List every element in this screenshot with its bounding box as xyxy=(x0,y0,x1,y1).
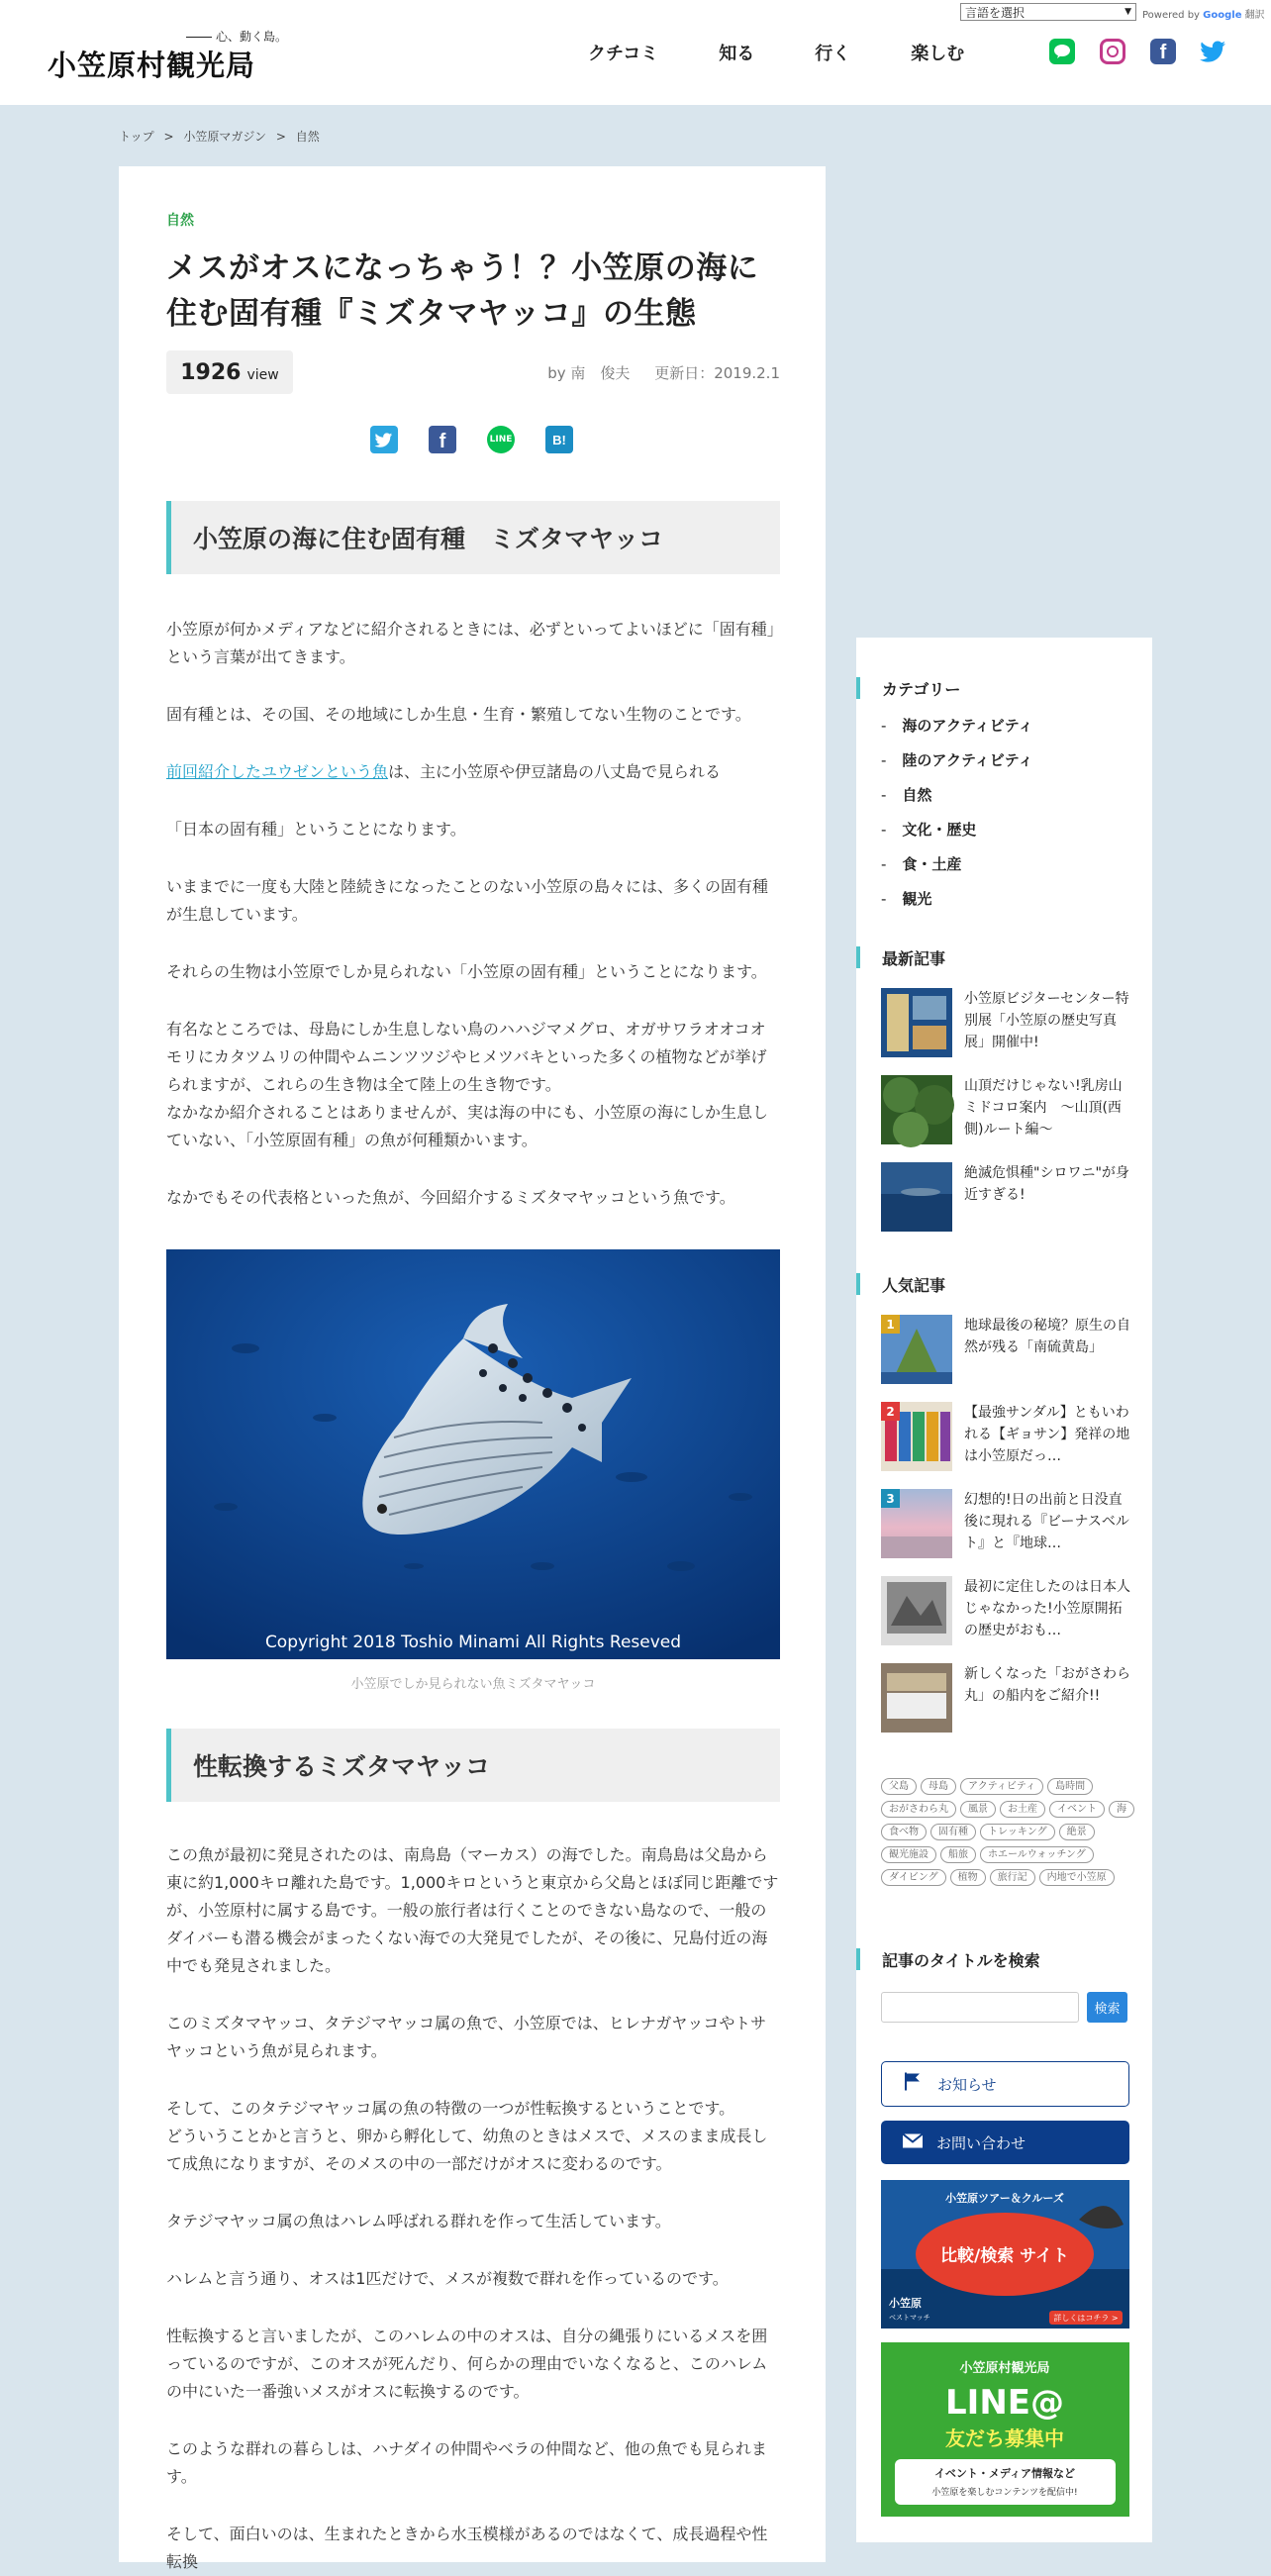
google-logo: Google xyxy=(1203,10,1242,21)
category-item[interactable]: - 海のアクティビティ xyxy=(881,717,1033,735)
photo-copyright: Copyright 2018 Toshio Minami All Rights Reseved xyxy=(264,1633,682,1652)
latest-article-item[interactable] xyxy=(881,1075,1133,1144)
tag[interactable]: 観光施設 xyxy=(881,1846,936,1863)
sidebar-latest-heading: 最新記事 xyxy=(856,946,945,968)
nav-item-shiru[interactable]: 知る xyxy=(719,44,755,64)
paragraph: このミズタマヤッコ、タテジマヤッコ属の魚で、小笠原では、ヒレナガヤッコやトサヤッコという魚が見られます。 xyxy=(166,2014,767,2060)
article-title: 最初に定住したのは日本人じゃなかった!小笠原開拓の歴史がおも… xyxy=(964,1579,1130,1638)
paragraph: 小笠原が何かメディアなどに紹介されるときには、必ずといってよいほどに「固有種」という言葉が出てきます。 xyxy=(166,620,775,666)
sidebar-popular-heading: 人気記事 xyxy=(856,1273,945,1295)
instagram-icon[interactable] xyxy=(1100,39,1125,64)
line-icon[interactable] xyxy=(1049,39,1075,64)
nav-item-tanoshimu[interactable]: 楽しむ xyxy=(911,44,965,64)
contact-button[interactable] xyxy=(881,2121,1129,2164)
tag[interactable]: 内地で小笠原 xyxy=(1039,1869,1115,1886)
share-twitter-button[interactable] xyxy=(370,426,398,453)
notice-button-label: お知らせ xyxy=(937,2075,997,2094)
powered-by-label: Powered by xyxy=(1142,10,1200,21)
tag[interactable]: イベント xyxy=(1049,1801,1105,1818)
banner-sub: 小笠原 xyxy=(889,2297,922,2310)
article-thumbnail xyxy=(881,1576,952,1645)
logo-tagline: 心、動く島。 xyxy=(186,28,287,45)
paragraph: なかなか紹介されることはありませんが、実は海の中にも、小笠原の海にしか生息していない、「小笠原固有種」の魚が何種類かいます。 xyxy=(166,1103,769,1149)
breadcrumb xyxy=(119,128,326,145)
paragraph: いままでに一度も大陸と陸続きになったことのない小笠原の島々には、多くの固有種が生息しています。 xyxy=(166,877,769,924)
article-updated-date: 更新日：2019.2.1 xyxy=(654,364,780,382)
view-count: 1926 xyxy=(180,359,242,385)
tag[interactable]: 風景 xyxy=(960,1801,996,1818)
mail-icon xyxy=(903,2132,923,2153)
main-nav xyxy=(588,40,1025,65)
banner-friends: 友だち募集中 xyxy=(945,2427,1064,2450)
breadcrumb-separator: > xyxy=(275,130,286,144)
chevron-down-icon: ▼ xyxy=(1124,7,1131,17)
article-title: 新しくなった「おがさわら丸」の船内をご紹介!! xyxy=(964,1666,1130,1704)
tag[interactable]: 父島 xyxy=(881,1778,917,1795)
paragraph: そして、面白いのは、生まれたときから水玉模様があるのではなくて、成長過程や性転換 xyxy=(166,2525,768,2571)
twitter-icon[interactable] xyxy=(1201,39,1226,64)
article-thumbnail xyxy=(881,1162,952,1232)
paragraph: そして、このタテジマヤッコ属の魚の特徴の一つが性転換するということです。 xyxy=(166,2099,735,2118)
latest-article-item[interactable] xyxy=(881,1162,1133,1232)
tag[interactable]: アクティビティ xyxy=(960,1778,1043,1795)
tag[interactable]: おがさわら丸 xyxy=(881,1801,956,1818)
article-title: メスがオスになっちゃう！？小笠原の海に住む固有種『ミズタマヤッコ』の生態 xyxy=(166,250,759,332)
banner-more: 詳しくはコチラ > xyxy=(1053,2314,1119,2323)
paragraph: 「日本の固有種」ということになります。 xyxy=(166,820,466,839)
paragraph: この魚が最初に発見されたのは、南鳥島（マーカス）の海でした。南鳥島は父島から東に約1,000キロ離れた島です。1,000キロというと東京から父島とほぼ同じ距離ですが、小笠原村に属する島です。一般の旅行者は行くことのできない島なので、一般のダイバーも潜る機会がまったくない海での大発見でしたが、その後に、兄島付近の海中でも発見されました。 xyxy=(166,1845,779,1975)
tag[interactable]: お土産 xyxy=(1000,1801,1045,1818)
tag[interactable]: 島時間 xyxy=(1047,1778,1093,1795)
photo-caption: 小笠原でしか見られない魚ミズタマヤッコ xyxy=(350,1677,596,1692)
category-item[interactable]: - 自然 xyxy=(881,786,932,804)
contact-button-label: お問い合わせ xyxy=(936,2133,1027,2152)
category-item[interactable]: - 食・土産 xyxy=(881,855,962,873)
paragraph: 性転換すると言いましたが、このハレムの中のオスは、自分の縄張りにいるメスを囲っているのですが、このオスが死んだり、何らかの理由でいなくなると、このハレムの中にいた一番強いメスがオスに転換するのです。 xyxy=(166,2327,768,2401)
notice-button[interactable] xyxy=(881,2061,1129,2107)
search-button[interactable]: 検索 xyxy=(1087,1992,1127,2023)
translate-link[interactable]: 翻訳 xyxy=(1244,10,1265,21)
rank-badge: 3 xyxy=(881,1489,900,1508)
popular-article-item[interactable] xyxy=(881,1576,1133,1645)
paragraph xyxy=(166,758,780,786)
banner-title: 小笠原ツアー＆クルーズ xyxy=(945,2192,1064,2205)
article-title: 幻想的!日の出前と日没直後に現れる『ビーナスベルト』と『地球… xyxy=(964,1492,1129,1551)
category-item[interactable]: - 文化・歴史 xyxy=(881,821,977,839)
article-title: 絶滅危惧種"シロワニ"が身近すぎる! xyxy=(964,1165,1129,1203)
category-item[interactable]: - 観光 xyxy=(881,890,932,908)
tag[interactable]: 植物 xyxy=(950,1869,986,1886)
logo-text: 小笠原村観光局 xyxy=(48,49,256,82)
breadcrumb-magazine[interactable]: 小笠原マガジン xyxy=(183,130,267,144)
breadcrumb-top[interactable]: トップ xyxy=(119,130,154,144)
banner-sub2: ベストマッチ xyxy=(889,2314,930,2322)
tag[interactable]: 船旅 xyxy=(940,1846,976,1863)
site-header xyxy=(0,0,1271,105)
tag[interactable]: ホエールウォッチング xyxy=(980,1846,1094,1863)
share-facebook-button[interactable]: f xyxy=(429,426,456,453)
section-heading-endemic: 小笠原の海に住む固有種 ミズタマヤッコ xyxy=(166,501,780,574)
banner-line-at: LINE@ xyxy=(945,2383,1064,2423)
paragraph: それらの生物は小笠原でしか見られない「小笠原の固有種」ということになります。 xyxy=(166,962,767,981)
fish-photo xyxy=(166,1249,780,1659)
article-author[interactable]: by 南 俊夫 xyxy=(547,364,631,382)
article-thumbnail xyxy=(881,988,952,1057)
tag-cloud xyxy=(881,1778,1140,1892)
sns-links xyxy=(1049,39,1251,64)
tour-search-banner[interactable] xyxy=(881,2180,1129,2328)
popular-article-item[interactable] xyxy=(881,1402,1133,1471)
banner-desc: イベント・メディア情報など xyxy=(933,2467,1076,2480)
share-hatena-button[interactable]: B! xyxy=(545,426,573,453)
breadcrumb-nature[interactable]: 自然 xyxy=(295,130,320,144)
facebook-icon[interactable]: f xyxy=(1150,39,1176,64)
paragraph: なかでもその代表格といった魚が、今回紹介するミズタマヤッコという魚です。 xyxy=(166,1188,735,1207)
article-title: 山頂だけじゃない!乳房山ミドコロ案内 〜山頂(西側)ルート編〜 xyxy=(964,1078,1123,1138)
category-list xyxy=(881,715,1033,923)
tag[interactable]: 絶景 xyxy=(1059,1824,1095,1840)
previous-article-link[interactable]: 前回紹介したユウゼンという魚 xyxy=(166,762,389,781)
paragraph: ハレムと言う通り、オスは1匹だけで、メスが複数で群れを作っているのです。 xyxy=(166,2269,729,2288)
tag[interactable]: 母島 xyxy=(921,1778,956,1795)
rank-badge: 2 xyxy=(881,1402,900,1421)
nav-item-iku[interactable]: 行く xyxy=(815,44,851,64)
article-title: 小笠原ビジターセンター特別展「小笠原の歴史写真展」開催中! xyxy=(964,991,1129,1050)
flag-icon xyxy=(904,2072,922,2097)
share-buttons xyxy=(370,426,604,453)
view-unit: view xyxy=(246,367,279,383)
article-thumbnail xyxy=(881,1663,952,1733)
paragraph: タテジマヤッコ属の魚はハレム呼ばれる群れを作って生活しています。 xyxy=(166,2212,671,2230)
nav-item-kuchikomi[interactable]: クチコミ xyxy=(588,44,659,64)
tag[interactable]: 固有種 xyxy=(930,1824,976,1840)
breadcrumb-separator: > xyxy=(163,130,174,144)
article-category[interactable]: 自然 xyxy=(166,213,194,229)
category-item[interactable]: - 陸のアクティビティ xyxy=(881,751,1033,769)
tag[interactable]: 旅行記 xyxy=(990,1869,1035,1886)
banner-desc2: 小笠原を楽しむコンテンツを配信中! xyxy=(931,2488,1078,2498)
article-title: 【最強サンダル】ともいわれる【ギョサン】発祥の地は小笠原だっ… xyxy=(964,1405,1130,1464)
article-thumbnail xyxy=(881,1075,952,1144)
google-translate-credit xyxy=(1142,6,1265,21)
tag[interactable]: ダイビング xyxy=(881,1869,946,1886)
paragraph: 固有種とは、その国、その地域にしか生息・生育・繁殖してない生物のことです。 xyxy=(166,705,751,724)
paragraph-text: は、主に小笠原や伊豆諸島の八丈島で見られる xyxy=(388,762,722,781)
sidebar xyxy=(856,638,1152,2542)
share-line-button[interactable]: LINE xyxy=(487,426,515,453)
latest-article-item[interactable] xyxy=(881,988,1133,1057)
popular-article-item[interactable] xyxy=(881,1315,1133,1384)
popular-article-item[interactable] xyxy=(881,1489,1133,1558)
section-heading-sex-change: 性転換するミズタマヤッコ xyxy=(166,1729,780,1802)
language-select-value: 言語を選択 xyxy=(965,5,1026,20)
article-title: 地球最後の秘境？原生の自然が残る「南硫黄島」 xyxy=(964,1318,1130,1355)
tag[interactable]: トレッキング xyxy=(980,1824,1055,1840)
line-friend-banner[interactable] xyxy=(881,2342,1129,2517)
paragraph: このような群れの暮らしは、ハナダイの仲間やベラの仲間など、他の魚でも見られます。 xyxy=(166,2439,767,2486)
sidebar-search-heading: 記事のタイトルを検索 xyxy=(856,1948,1040,1970)
paragraph: 有名なところでは、母島にしか生息しない鳥のハハジマメグロ、オガサワラオオコオモリにカタツムリの仲間やムニンツツジやヒメツバキといった多くの植物などが挙げられますが、これらの生き物は全て陸上の生き物です。 xyxy=(166,1020,767,1094)
language-select[interactable] xyxy=(960,3,1136,21)
banner-headline: 比較/検索 サイト xyxy=(940,2246,1069,2266)
article-card xyxy=(119,166,826,2571)
sidebar-categories-heading: カテゴリー xyxy=(856,677,960,699)
paragraph: どういうことかと言うと、卵から孵化して、幼魚のときはメスで、メスのまま成長して成魚になりますが、そのメスの中の一部だけがオスに変わるのです。 xyxy=(166,2127,768,2173)
tag[interactable]: 海 xyxy=(1109,1801,1134,1818)
rank-badge: 1 xyxy=(881,1315,900,1334)
banner-org: 小笠原村観光局 xyxy=(959,2361,1050,2376)
search-input[interactable] xyxy=(881,1992,1079,2023)
view-count-badge xyxy=(166,350,293,394)
tag[interactable]: 食べ物 xyxy=(881,1824,927,1840)
popular-article-item[interactable] xyxy=(881,1663,1133,1733)
article-meta xyxy=(528,362,780,383)
